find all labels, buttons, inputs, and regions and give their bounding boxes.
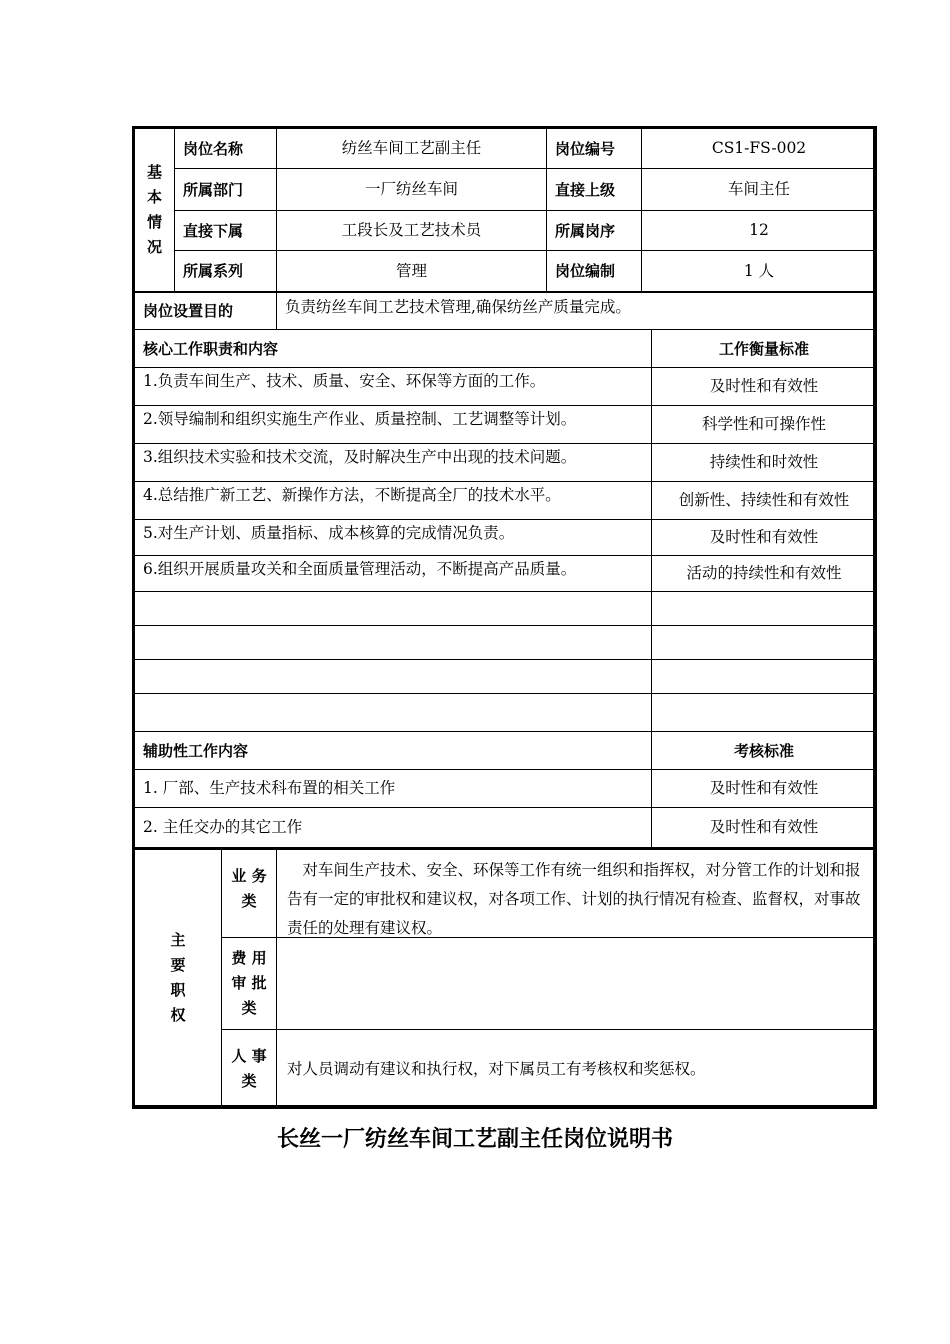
value-headcount: 1 人 <box>642 251 877 292</box>
label-department: 所属部门 <box>175 169 277 211</box>
aux-item-standard: 及时性和有效性 <box>652 770 877 808</box>
aux-item: 1. 厂部、生产技术科布置的相关工作 <box>135 770 652 808</box>
value-supervisor: 车间主任 <box>642 169 877 211</box>
business-text: 对车间生产技术、安全、环保等工作有统一组织和指挥权，对分管工作的计划和报告有一定的审批权和建议权，对各项工作、计划的执行情况有检查、监督权，对事故责任的处理有建议权。 <box>277 848 877 938</box>
authority-label-char: 主 <box>170 931 186 949</box>
empty-row <box>652 660 877 694</box>
value-subordinates: 工段长及工艺技术员 <box>277 211 547 251</box>
personnel-label <box>222 1030 277 1109</box>
purpose-text: 负责纺丝车间工艺技术管理,确保纺丝产质量完成。 <box>277 292 877 330</box>
core-header-left: 核心工作职责和内容 <box>135 330 652 368</box>
label-headcount: 岗位编制 <box>547 251 642 292</box>
basic-label-char: 情 <box>146 213 162 231</box>
core-item-standard: 及时性和有效性 <box>652 520 877 556</box>
aux-item: 2. 主任交办的其它工作 <box>135 808 652 848</box>
personnel-label-line: 类 <box>241 1072 257 1090</box>
empty-row <box>135 592 652 626</box>
core-item-standard: 活动的持续性和有效性 <box>652 556 877 592</box>
basic-label-char: 本 <box>146 188 162 206</box>
core-item: 4.总结推广新工艺、新操作方法，不断提高全厂的技术水平。 <box>135 482 652 520</box>
empty-row <box>652 592 877 626</box>
empty-row <box>135 660 652 694</box>
empty-row <box>135 694 652 732</box>
label-rank: 所属岗序 <box>547 211 642 251</box>
basic-section-label <box>135 129 175 292</box>
value-department: 一厂纺丝车间 <box>277 169 547 211</box>
core-item-standard: 科学性和可操作性 <box>652 406 877 444</box>
authority-label-char: 权 <box>170 1006 186 1024</box>
aux-item-standard: 及时性和有效性 <box>652 808 877 848</box>
value-position-name: 纺丝车间工艺副主任 <box>277 129 547 169</box>
value-rank: 12 <box>642 211 877 251</box>
authority-section-label <box>135 848 222 1107</box>
core-header-right: 工作衡量标准 <box>652 330 877 368</box>
aux-header-right: 考核标准 <box>652 732 877 770</box>
label-position-code: 岗位编号 <box>547 129 642 169</box>
expense-label <box>222 938 277 1030</box>
core-item-standard: 创新性、持续性和有效性 <box>652 482 877 520</box>
basic-label-char: 况 <box>146 238 162 256</box>
core-item: 6.组织开展质量攻关和全面质量管理活动，不断提高产品质量。 <box>135 556 652 592</box>
core-item: 3.组织技术实验和技术交流，及时解决生产中出现的技术问题。 <box>135 444 652 482</box>
basic-label-char: 基 <box>146 163 162 181</box>
empty-row <box>652 626 877 660</box>
business-label-line: 类 <box>241 892 257 910</box>
expense-label-line: 审 批 <box>231 974 267 992</box>
label-subordinates: 直接下属 <box>175 211 277 251</box>
document-title: 长丝一厂纺丝车间工艺副主任岗位说明书 <box>276 1127 673 1152</box>
purpose-label: 岗位设置目的 <box>135 292 277 330</box>
job-description-table <box>132 126 881 1113</box>
business-label-line: 业 务 <box>231 867 267 885</box>
expense-label-line: 类 <box>241 999 257 1017</box>
empty-row <box>652 694 877 732</box>
core-item: 1.负责车间生产、技术、质量、安全、环保等方面的工作。 <box>135 368 652 406</box>
label-supervisor: 直接上级 <box>547 169 642 211</box>
label-position-name: 岗位名称 <box>175 129 277 169</box>
expense-label-line: 费 用 <box>231 949 267 967</box>
personnel-text: 对人员调动有建议和执行权，对下属员工有考核权和奖惩权。 <box>277 1030 877 1109</box>
core-item-standard: 及时性和有效性 <box>652 368 877 406</box>
core-item: 2.领导编制和组织实施生产作业、质量控制、工艺调整等计划。 <box>135 406 652 444</box>
label-series: 所属系列 <box>175 251 277 292</box>
core-item: 5.对生产计划、质量指标、成本核算的完成情况负责。 <box>135 520 652 556</box>
empty-row <box>135 626 652 660</box>
business-label <box>222 848 277 938</box>
aux-header-left: 辅助性工作内容 <box>135 732 652 770</box>
value-series: 管理 <box>277 251 547 292</box>
value-position-code: CS1-FS-002 <box>642 129 877 169</box>
core-item-standard: 持续性和时效性 <box>652 444 877 482</box>
authority-label-char: 职 <box>170 981 186 999</box>
personnel-label-line: 人 事 <box>231 1047 267 1065</box>
expense-text <box>277 938 877 1030</box>
authority-label-char: 要 <box>170 956 186 974</box>
